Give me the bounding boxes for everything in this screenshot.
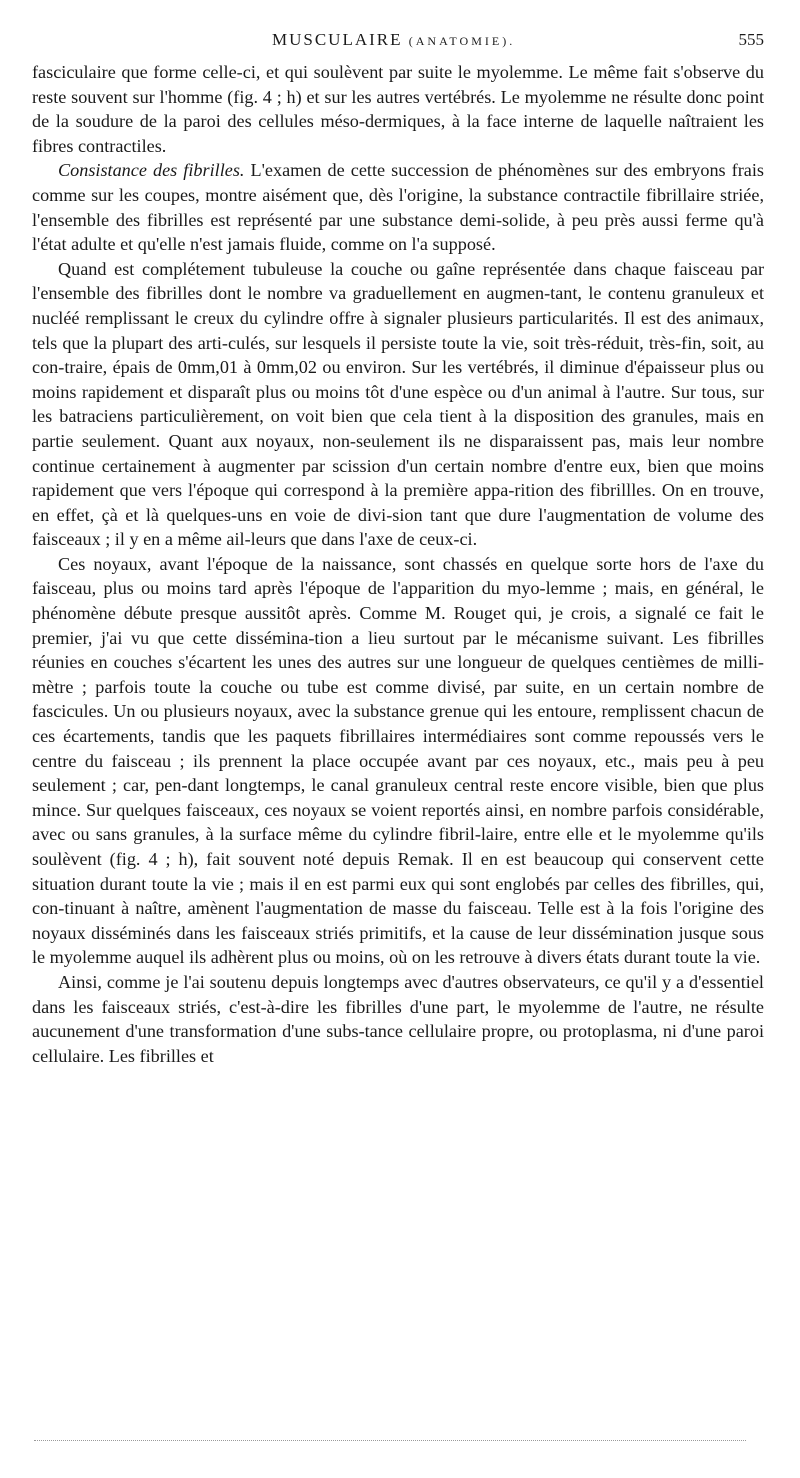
footer-rule	[34, 1440, 746, 1441]
running-head	[272, 30, 515, 50]
paragraph-5: Ainsi, comme je l'ai soutenu depuis longtemps avec d'autres observateurs, ce qu'il y a d'essentiel dans les faisceaux striés, c'est-à-dire les fibrilles d'une part, le myolemme de l'autre, ne résulte aucunement d'une transformation d'une subs-tance cellulaire propre, ou protoplasma, ni d'une paroi cellulaire. Les fibrilles et	[32, 971, 764, 1066]
page	[32, 28, 764, 1068]
paragraph-4: Ces noyaux, avant l'époque de la naissance, sont chassés en quelque sorte hors de l'axe du faisceau, plus ou moins tard après l'époque de l'apparition du myo-lemme ; mais, en général, le phénomène débute presque aussitôt après. Comme M. Rouget qui, je crois, a signalé ce fait le premier, j'ai vu que cette dissémina-tion a lieu surtout par le mécanisme suivant. Les fibrilles réunies en couches s'écartent les unes des autres sur une longueur de quelques centièmes de milli-mètre ; parfois toute la couche ou tube est comme divisé, par suite, en un certain nombre de fascicules. Un ou plusieurs noyaux, avec la substance grenue qui les entoure, remplissent chacun de ces écartements, tandis que les paquets fibrillaires intermédiaires sont comme repoussés vers le centre du faisceau ; ils prennent la place occupée avant par ces noyaux, etc., mais peu à peu seulement ; car, pen-dant longtemps, le canal granuleux central reste encore visible, bien que plus mince. Sur quelques faisceaux, ces noyaux se voient reportés ainsi, en nombre parfois considérable, avec ou sans granules, à la surface même du cylindre fibril-laire, entre elle et le myolemme qu'ils soulèvent (fig. 4 ; h), fait souvent noté depuis Remak. Il en est beaucoup qui conservent cette situation durant toute la vie ; mais il en est parmi eux qui sont englobés par celles des fibrilles, qui, con-tinuant à naître, amènent l'augmentation de masse du faisceau. Telle est à la fois l'origine des noyaux disséminés dans les faisceaux striés primitifs, et la cause de leur dissémination jusque sous le myolemme auquel ils adhèrent plus ou moins, où on les retrouve à divers états durant toute la vie.	[32, 553, 764, 968]
paragraph-lead: Consistance des fibrilles.	[58, 160, 245, 181]
paragraph-1: fasciculaire que forme celle-ci, et qui soulèvent par suite le myolemme. Le même fait s'observe du reste souvent sur l'homme (fig. 4 ; h) et sur les autres vertébrés. Le myolemme ne résulte donc point de la soudure de la paroi des cellules méso-dermiques, à la face interne de laquelle naîtraient les fibres contractiles.	[32, 62, 764, 156]
page-number: 555	[738, 30, 764, 49]
body-text	[32, 60, 764, 1068]
running-head-title: MUSCULAIRE	[272, 30, 403, 49]
running-head-subtitle: (ANATOMIE).	[408, 34, 516, 48]
page-header	[32, 28, 764, 60]
paragraph-2: Consistance des fibrilles. L'examen de cette succession de phénomènes sur des embryons frais comme sur les coupes, montre aisément que, dès l'origine, la substance contractile fibrillaire striée, l'ensemble des fibrilles est représenté par une substance demi-solide, à peu près aussi ferme qu'à l'état adulte et qu'elle n'est jamais fluide, comme on l'a supposé.	[32, 160, 765, 255]
paragraph-3: Quand est complétement tubuleuse la couche ou gaîne représentée dans chaque faisceau par l'ensemble des fibrilles dont le nombre va graduellement en augmen-tant, le contenu granuleux et nucléé remplissant le creux du cylindre offre à signaler plusieurs particularités. Il est des animaux, tels que la plupart des arti-culés, sur lesquels il persiste toute la vie, soit très-réduit, très-fin, soit, au con-traire, épais de 0mm,01 à 0mm,02 ou environ. Sur les vertébrés, il diminue d'épaisseur plus ou moins rapidement et disparaît plus ou moins tôt d'une espèce ou d'un animal à l'autre. Sur tous, sur les batraciens particulièrement, on voit bien que cela tient à la disposition des granules, mais en partie seulement. Quant aux noyaux, non-seulement ils ne disparaissent pas, mais leur nombre continue certainement à augmenter par scission d'un certain nombre d'entre eux, bien que moins rapidement que vers l'époque qui correspond à la première appa-rition des fibrillles. On en trouve, en effet, çà et là quelques-uns en voie de divi-sion tant que dure l'augmentation de volume des faisceaux ; il y en a même ail-leurs que dans l'axe de ceux-ci.	[32, 258, 764, 550]
